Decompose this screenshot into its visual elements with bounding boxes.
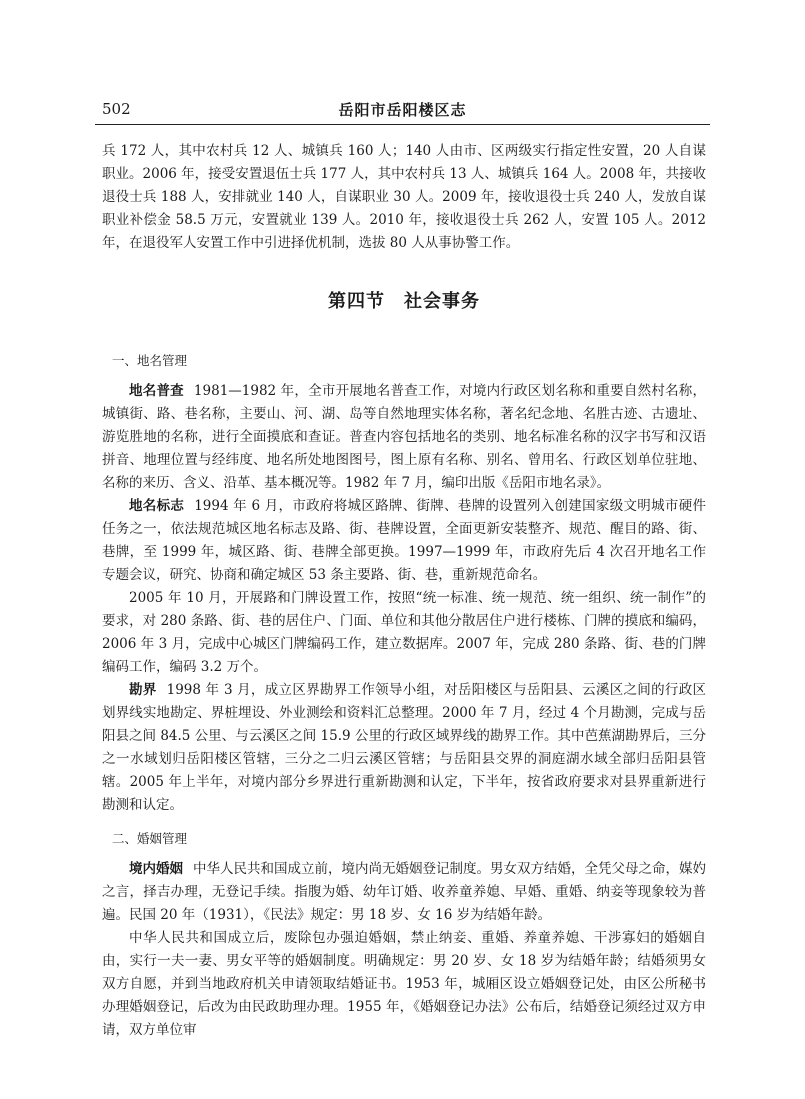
paragraph-door-numbers: 2005 年 10 月，开展路和门牌设置工作，按照“统一标准、统一规范、统一组织、统一制作”的要求，对 280 条路、街、巷的居住户、门面、单位和其他分散居住户进行楼栋、门牌的摸底和编码，2006 年 3 月，完成中心城区门牌编码工作，建立数据库。2007 年，完成 280 条路、街、巷的门牌编码工作，编码 3.2 万个。	[102, 590, 706, 675]
section-title: 第四节 社会事务	[328, 291, 480, 312]
paragraph-boundary-survey	[102, 679, 706, 817]
subsection-heading-place-names: 一、地名管理	[112, 353, 188, 368]
term-place-name-signs: 地名标志	[129, 498, 185, 514]
term-boundary-survey: 勘界	[129, 682, 157, 698]
page-number: 502	[102, 100, 131, 118]
intro-paragraph: 兵 172 人，其中农村兵 12 人、城镇兵 160 人；140 人由市、区两级实行指定性安置，20 人自谋职业。2006 年，接受安置退伍士兵 177 人，其中农村兵 13 人、城镇兵 164 人。2008 年，共接收退役士兵 188 人，安排就业 140 人，自谋职业 30 人。2009 年，接收退役士兵 240 人，发放自谋职业补偿金 58.5 万元，安置就业 139 人。2010 年，接收退役士兵 262 人，安置 105 人。2012 年，在退役军人安置工作中引进择优机制，选拔 80 人从事协警工作。	[102, 143, 706, 251]
paragraph-domestic-marriage	[102, 858, 706, 927]
book-title: 岳阳市岳阳楼区志	[338, 101, 467, 119]
paragraph-marriage-after-1949: 中华人民共和国成立后，废除包办强迫婚姻，禁止纳妾、重婚、养童养媳、干涉寡妇的婚姻自由，实行一夫一妻、男女平等的婚姻制度。明确规定：男 20 岁、女 18 岁为结婚年龄；结婚须男女双方自愿，并到当地政府机关申请领取结婚证书。1953 年，城厢区设立婚姻登记处，由区公所秘书办理婚姻登记，后改为由民政助理办理。1955 年，《婚姻登记办法》公布后，结婚登记须经过双方申请，双方单位审	[102, 930, 706, 1038]
paragraph-place-name-survey	[102, 380, 706, 495]
subsection-heading-marriage: 二、婚姻管理	[112, 831, 188, 846]
paragraph-text: 1981—1982 年，全市开展地名普查工作，对境内行政区划名称和重要自然村名称，城镇街、路、巷名称，主要山、河、湖、岛等自然地理实体名称，著名纪念地、名胜古迹、古遗址、游览胜地的名称，进行全面摸底和查证。普查内容包括地名的类别、地名标准名称的汉字书写和汉语拼音、地理位置与经纬度、地名所处地图图号，图上原有名称、别名、曾用名、行政区划单位驻地、名称的来历、含义、沿革、基本概况等。1982 年 7 月，编印出版《岳阳市地名录》。	[102, 383, 706, 491]
paragraph-text: 中华人民共和国成立前，境内尚无婚姻登记制度。男女双方结婚，全凭父母之命，媒妁之言，择吉办理，无登记手续。指腹为婚、幼年订婚、收养童养媳、早婚、重婚、纳妾等现象较为普遍。民国 20 年（1931），《民法》规定：男 18 岁、女 16 岁为结婚年龄。	[102, 861, 706, 923]
paragraph-text: 1998 年 3 月，成立区界勘界工作领导小组，对岳阳楼区与岳阳县、云溪区之间的行政区划界线实地勘定、界桩埋设、外业测绘和资料汇总整理。2000 年 7 月，经过 4 个月勘测，完成与岳阳县之间 84.5 公里、与云溪区之间 15.9 公里的行政区域界线的勘界工作。其中芭蕉湖勘界后，三分之一水域划归岳阳楼区管辖，三分之二归云溪区管辖；与岳阳县交界的洞庭湖水域全部归岳阳县管辖。2005 年上半年，对境内部分乡界进行重新勘测和认定，下半年，按省政府要求对县界重新进行勘测和认定。	[102, 682, 707, 813]
paragraph-place-name-signs	[102, 495, 706, 587]
page-content	[102, 140, 706, 1042]
page-header	[95, 98, 710, 125]
term-place-name-survey: 地名普查	[129, 383, 184, 399]
paragraph-text: 1994 年 6 月，市政府将城区路牌、街牌、巷牌的设置列入创建国家级文明城市硬件任务之一，依法规范城区地名标志及路、街、巷牌设置，全面更新安装整齐、规范、醒目的路、街、巷牌，至 1999 年，城区路、街、巷牌全部更换。1997—1999 年，市政府先后 4 次召开地名工作专题会议，研究、协商和确定城区 53 条主要路、街、巷，重新规范命名。	[102, 498, 706, 583]
term-domestic-marriage: 境内婚姻	[129, 861, 183, 877]
